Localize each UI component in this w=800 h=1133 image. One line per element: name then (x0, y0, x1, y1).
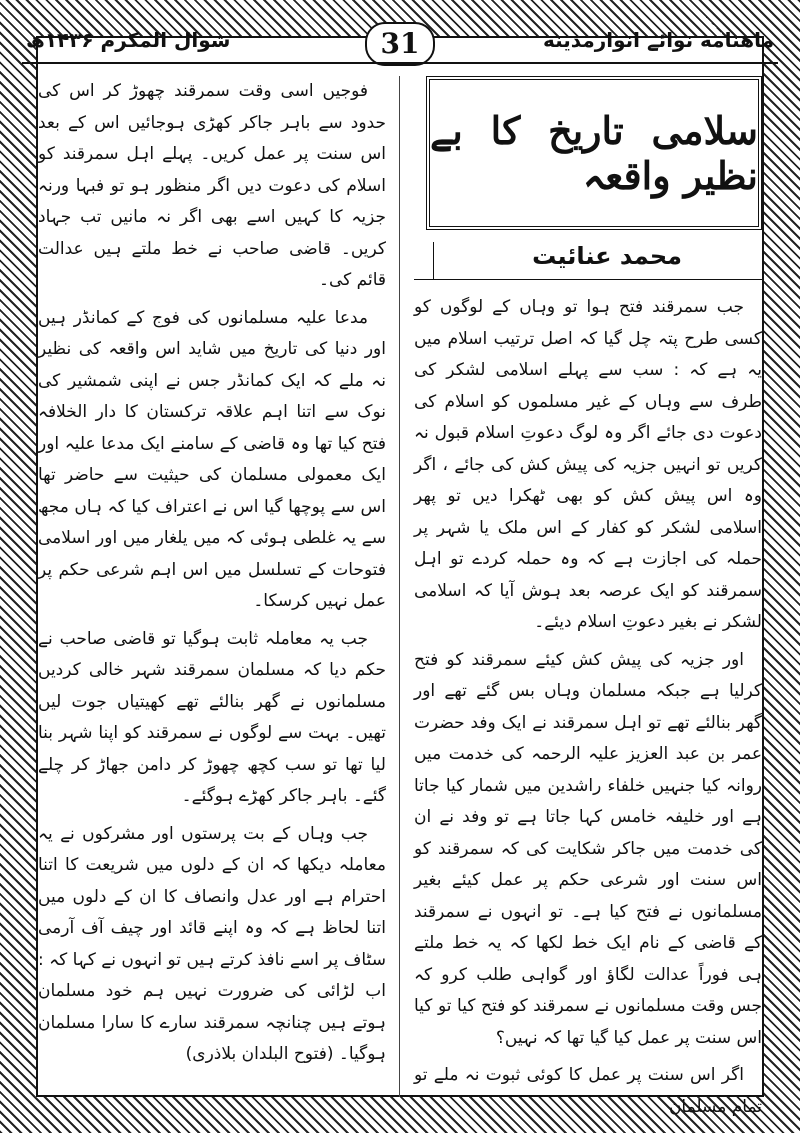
paragraph: جب یہ معاملہ ثابت ہوگیا تو قاضی صاحب نے حکم دیا کہ مسلمان سمرقند شہر خالی کردیں مسلمانوں نے گھر بنالئے تھے کھیتیاں جوت لیں تھیں۔ بہت سے لوگوں نے سمرقند کو اپنا شہر بنا لیا تھا تو سب کچھ چھوڑ کر دامن جھاڑ کر چلے گئے۔ باہر جاکر کھڑے ہوگئے۔ (38, 628, 386, 806)
paragraph: اور جزیہ کی پیش کش کیئے سمرقند کو فتح کرلیا ہے جبکہ مسلمان وہاں بس گئے تھے اور گھر بنالئے تھے تو اہل سمرقند نے ایک وفد حضرت عمر بن عبد العزیز علیہ الرحمہ کی خدمت میں روانہ کیا جنہیں خلفاء راشدین میں شمار کیا جاتا ہے اور خلیفہ خامس کہا جاتا ہے تو وفد نے ان کی خدمت میں جاکر شکایت کی کہ سمرقند کو اس سنت اور شرعی حکم پر عمل کیئے بغیر مسلمانوں نے فتح کیا ہے۔ تو انہوں نے سمرقند کے قاضی کے نام ایک خط لکھا کہ یہ خط ملتے ہی فوراً عدالت لگاؤ اور گواہی طلب کرو کہ جس وقت مسلمانوں نے سمرقند کو فتح کیا تو کیا اس سنت پر عمل کیا گیا تھا کہ نہیں؟ (414, 649, 762, 1048)
paragraph: جب سمرقند فتح ہوا تو وہاں کے لوگوں کو کسی طرح پتہ چل گیا کہ اصل ترتیب اسلام میں یہ ہے کہ : سب سے پہلے اسلامی لشکر کی طرف سے وہاں کے غیر مسلموں کو اسلام کی دعوت دی جائے اگر وہ لوگ دعوتِ اسلام قبول نہ کریں تو انہیں جزیہ کی پیش کش کی جائے ، اگر وہ اس پیش کش کو بھی ٹھکرا دیں تو پھر اسلامی لشکر کو کفار کے اس ملک یا شہر پر حملہ کی اجازت ہے کہ وہ حملہ کردے تو اہل سمرقند کو ایک عرصہ بعد ہوش آیا کہ اسلامی لشکر نے بغیر دعوتِ اسلام دیئے۔ (414, 297, 762, 632)
right-column (414, 76, 762, 1117)
header-rule (22, 62, 778, 64)
author-rule (414, 279, 762, 280)
paragraph: اگر اس سنت پر عمل کا کوئی ثبوت نہ ملے تو تمام مسلمان (414, 1065, 762, 1117)
magazine-name: ماهنامه نوائے انوارمدینه (542, 28, 774, 52)
paragraph: مدعا علیہ مسلمانوں کی فوج کے کمانڈر ہیں اور دنیا کی تاریخ میں شاید اس واقعہ کی نظیر نہ ملے کہ ایک کمانڈر جس نے اپنی شمشیر کی نوک سے اتنا اہم علاقہ ترکستان کا دار الخلافہ فتح کیا تھا وہ قاضی کے سامنے ایک مدعا علیہ اور ایک معمولی مسلمان کی حیثیت سے حاضر تھا اس سے پوچھا گیا اس نے اعتراف کیا کہ ہاں مجھ سے یہ غلطی ہوئی کہ میں یلغار میں اور اسلامی فتوحات کے تسلسل میں اس اہم شرعی حکم پر عمل نہیں کرسکا۔ (38, 307, 386, 611)
article-title: سلامی تاریخ کا بے نظیر واقعہ (430, 108, 758, 198)
page-header (22, 22, 778, 64)
issue-date: شوال المکرم ۱۴۳۶ھ (26, 28, 231, 52)
author-rule-tick (433, 242, 434, 280)
author-block (414, 236, 762, 288)
page-number: 31 (365, 22, 435, 66)
title-box (426, 76, 762, 230)
left-column (38, 76, 386, 1103)
column-divider (399, 76, 400, 1097)
paragraph: جب وہاں کے بت پرستوں اور مشرکوں نے یہ معاملہ دیکھا کہ ان کے دلوں میں شریعت کا اتنا احترام ہے اور عدل وانصاف کا ان کے دلوں میں اتنا لحاظ ہے کہ وہ اپنے قائد اور چیف آف آرمی سٹاف پر اسے نافذ کرتے ہیں تو انہوں نے کہا کہ : اب لڑائی کی ضرورت نہیں ہم خود مسلمان ہوتے ہیں چنانچہ سمرقند سارے کا سارا مسلمان ہوگیا۔ (فتوح البلدان بلاذری) (38, 823, 386, 1064)
paragraph: فوجیں اسی وقت سمرقند چھوڑ کر اس کی حدود سے باہر جاکر کھڑی ہوجائیں اس کے بعد اس سنت پر عمل کریں۔ پہلے اہل سمرقند کو اسلام کی دعوت دیں اگر منظور ہو تو فبہا ورنہ جزیہ کا کہیں اسے بھی اگر نہ مانیں تب جہاد کریں۔ قاضی صاحب نے خط ملتے ہیں عدالت قائم کی۔ (38, 81, 386, 290)
author-name: محمد عنائیت (532, 242, 682, 270)
